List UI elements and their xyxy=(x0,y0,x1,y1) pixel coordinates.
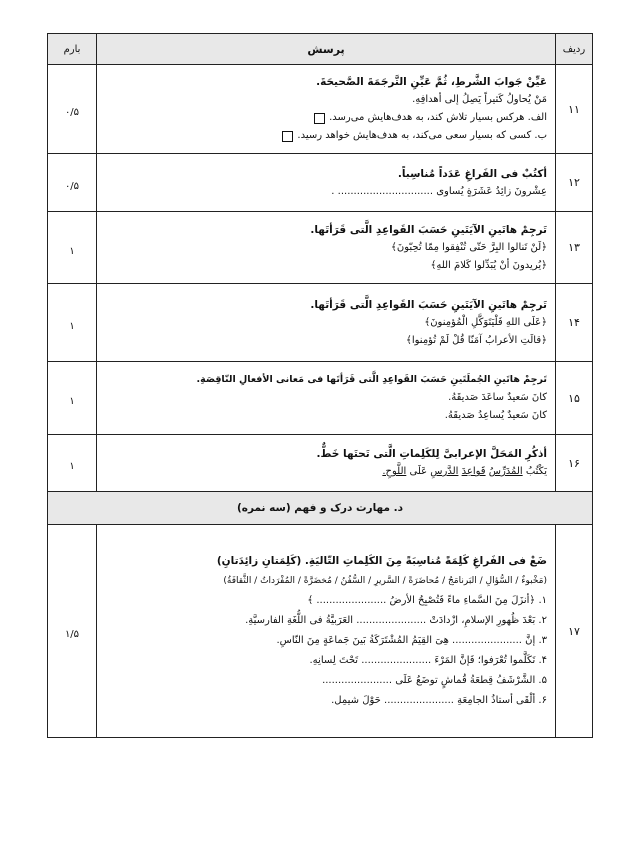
question-sentence: مَنْ یُحاولُ کَثیراً یَصِلُ إلی أهدافِهِ. xyxy=(412,94,547,105)
question-index: ۱۶ xyxy=(556,435,593,492)
option-b xyxy=(103,127,547,145)
question-instruction: تَرجِمْ هاتَینِ الآیَتَینِ حَسَبَ القَواعِدِ الَّتی قَرَأتَها. xyxy=(310,223,547,236)
fill-item: ۴. تَکَلَّموا تُعْرَفوا؛ فَإنَّ المَرْءَ ...................... تَحْتَ لِسانِهِ. xyxy=(309,655,547,666)
question-index: ۱۱ xyxy=(556,65,593,154)
question-line: ﴿عَلَی اللهِ فَلْیَتَوَکَّلِ الْمُؤمِنونَ﴾ xyxy=(424,316,547,328)
question-index: ۱۴ xyxy=(556,284,593,362)
question-body xyxy=(97,212,556,284)
question-body xyxy=(97,362,556,435)
question-index: ۱۷ xyxy=(556,525,593,738)
question-line: ﴿قالَتِ الأعرابُ آمَنّا قُلْ لَمْ تُؤمِنوا﴾ xyxy=(406,334,547,346)
question-body xyxy=(97,435,556,492)
question-score: ۱ xyxy=(48,212,97,284)
question-score: ۱ xyxy=(48,435,97,492)
underlined-word: قَواعِدَ xyxy=(461,466,486,477)
word-plain: عَلَی xyxy=(409,466,428,477)
question-score: ۰/۵ xyxy=(48,65,97,154)
section-row xyxy=(48,492,593,525)
question-line: ﴿لَنْ تَنالوا البِرَّ حَتّی تُنْفِقوا مِمّا تُحِبّونَ﴾ xyxy=(391,241,547,253)
question-row-16 xyxy=(48,435,593,492)
question-instruction: عَیِّنْ جَوابَ الشَّرطِ، ثُمَّ عَیِّنِ التَّرجَمَةَ الصَّحیحَةَ. xyxy=(316,76,547,88)
question-row-15 xyxy=(48,362,593,435)
question-instruction: تَرجِمْ هاتَینِ الجُملَتَینِ حَسَبَ القَواعِدِ الَّتی قَرَأتَها فی مَعانی الأفعالِ النّاقِصَةِ. xyxy=(196,374,547,385)
fill-item: ۲. بَعْدَ ظُهورِ الإسلامِ، ازْدادَتْ ...................... العَرَبیَّةُ فی اللُّغَةِ الفارسیَّةِ. xyxy=(245,615,547,626)
underlined-word: الدَّرسِ xyxy=(430,466,459,477)
question-score: ۱ xyxy=(48,284,97,362)
header-question: پرسش xyxy=(97,34,556,65)
fill-item: ۵. الشَّرْشَفُ قِطعَةُ قُماشٍ توضَعُ عَلَی ...................... xyxy=(322,675,547,686)
question-instruction: تَرجِمْ هاتَینِ الآیَتَینِ حَسَبَ القَواعِدِ الَّتی قَرَأتَها. xyxy=(310,298,547,311)
question-index: ۱۵ xyxy=(556,362,593,435)
question-instruction: أذکُرِ المَحَلَّ الإعرابیَّ لِلکَلِماتِ الَّتی تَحتَها خَطٌّ. xyxy=(316,448,547,460)
question-instruction: أکتُبْ فی الفَراغِ عَدَداً مُناسِباً. xyxy=(397,167,547,180)
question-row-12 xyxy=(48,154,593,212)
option-a xyxy=(103,109,547,127)
option-a-text: الف. هرکس بسیار تلاش کند، به هدف‌هایش می‌رسد. xyxy=(329,112,547,123)
header-row xyxy=(48,34,593,65)
question-body xyxy=(97,525,556,738)
question-row-13 xyxy=(48,212,593,284)
option-b-text: ب. کسی که بسیار سعی می‌کند، به هدف‌هایش خواهد رسید. xyxy=(297,130,547,141)
word-plain: یَکْتُبُ xyxy=(525,466,547,477)
question-instruction: ضَعْ فی الفَراغِ کَلِمَةً مُناسِبَةً مِنَ الکَلِماتِ التّالیَةِ. (کَلِمَتانِ زائِدَتانِ) xyxy=(216,555,547,567)
fill-item: ۱. ﴿أنزَلَ مِنَ السَّماءِ ماءً فَتُصْبِحُ الأرضُ ...................... ﴾ xyxy=(307,595,547,606)
question-index: ۱۳ xyxy=(556,212,593,284)
underlined-word: المُدَرِّسُ xyxy=(488,466,523,477)
header-index: ردیف xyxy=(556,34,593,65)
question-line: کانَ سَعیدٌ ساعَدَ صَدیقَهُ. xyxy=(448,392,547,403)
section-title: د. مهارت درک و فهم (سه نمره) xyxy=(48,492,593,525)
question-sentence xyxy=(103,463,547,481)
question-score: ۱ xyxy=(48,362,97,435)
fill-item: ۶. ألْقَی أستاذُ الجامِعَةِ ...................... حَوْلَ شیمِل. xyxy=(331,695,547,706)
word-bank: (مَخْبوءٌ / السُّؤالِ / البَرنامَجُ / مُحاضَرَةً / السَّریرِ / السُّفُنُ / مُخضَرَّةً / المُفْرَداتُ / الثَّقافَةُ) xyxy=(223,576,547,586)
option-a-checkbox[interactable] xyxy=(314,113,325,124)
question-body xyxy=(97,154,556,212)
question-line: عِشْرونَ زائِدُ عَشَرَةٍ یُساوی .............................. . xyxy=(331,185,547,197)
question-body xyxy=(97,284,556,362)
question-line: ﴿یُریدونَ أنْ یُبَدِّلوا کَلامَ اللهِ﴾ xyxy=(430,259,547,271)
question-row-14 xyxy=(48,284,593,362)
question-line: کانَ سَعیدٌ یُساعِدُ صَدیقَهُ. xyxy=(444,410,547,421)
underlined-word: اللَّوحِ. xyxy=(382,466,407,477)
question-row-11 xyxy=(48,65,593,154)
question-body xyxy=(97,65,556,154)
exam-table xyxy=(47,33,593,738)
header-score: بارم xyxy=(48,34,97,65)
fill-item: ۳. إنَّ ...................... هِیَ القِیَمُ المُشْتَرَکَةُ بَینَ جَماعَةٍ مِنَ النّاسِ. xyxy=(276,635,547,646)
question-row-17 xyxy=(48,525,593,738)
question-score: ۰/۵ xyxy=(48,154,97,212)
option-b-checkbox[interactable] xyxy=(282,131,293,142)
question-score: ۱/۵ xyxy=(48,525,97,738)
question-index: ۱۲ xyxy=(556,154,593,212)
